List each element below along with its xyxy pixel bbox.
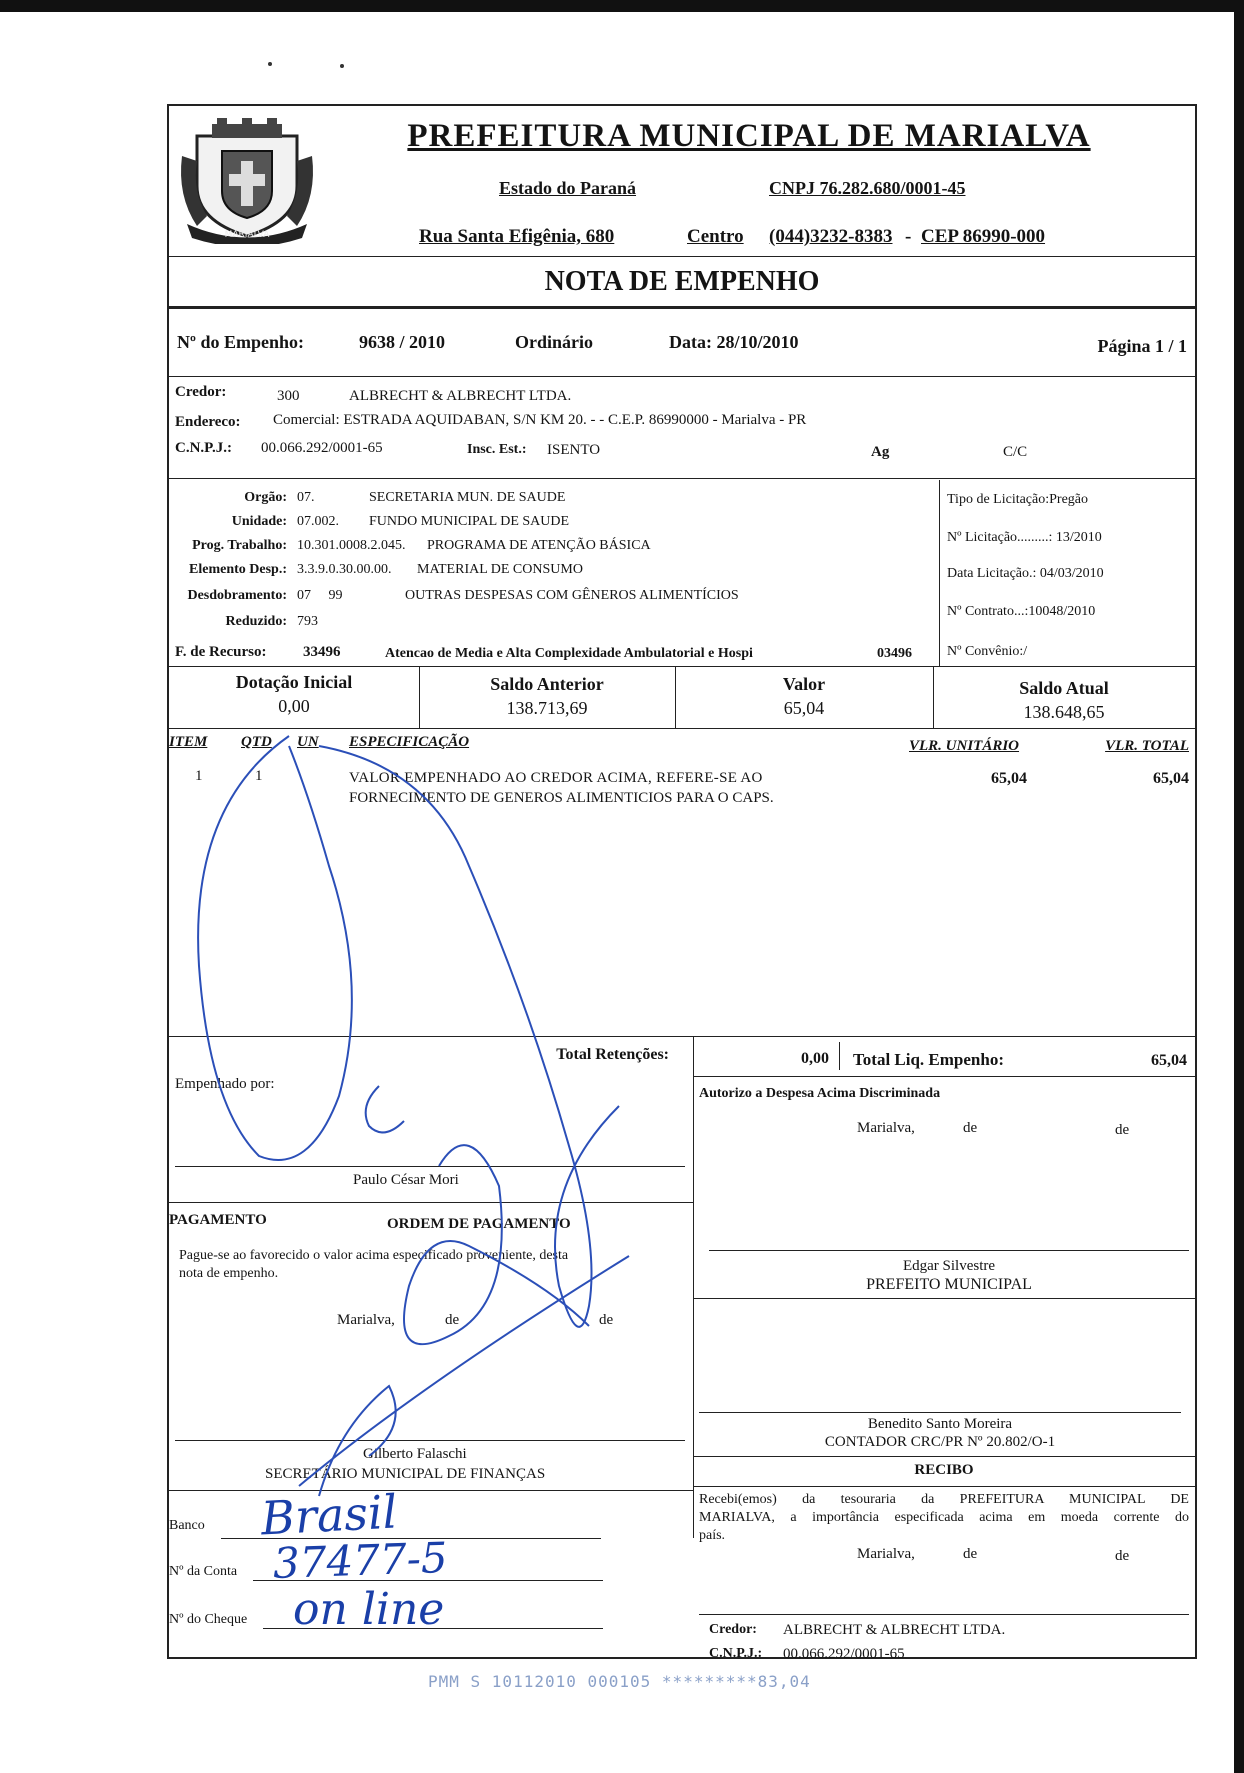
empenhado-por-label: Empenhado por:	[175, 1076, 275, 1092]
scan-speck	[268, 62, 272, 66]
secretario-name: Gilberto Falaschi	[363, 1446, 467, 1462]
item-spec-line1: VALOR EMPENHADO AO CREDOR ACIMA, REFERE-SE AO	[349, 770, 763, 786]
budget-row-label: Prog. Trabalho:	[192, 538, 287, 553]
empenho-date: Data: 28/10/2010	[669, 332, 799, 352]
endereco-label: Endereco:	[175, 414, 241, 430]
signature-strokes	[169, 106, 1195, 1657]
recibo-de-2: de	[1115, 1548, 1130, 1564]
budget-row-code: 07 99	[297, 588, 343, 603]
recibo-text-line2: MARIALVA, a importância especificada acima em moeda corrente do	[699, 1510, 1189, 1525]
contador-title: CONTADOR CRC/PR Nº 20.802/O-1	[824, 1434, 1056, 1450]
autorizo-de-2: de	[1115, 1122, 1130, 1138]
cheque-handwritten: on line	[293, 1584, 445, 1635]
empenho-number-label: Nº do Empenho:	[177, 332, 304, 352]
dotacao-value: 0,00	[278, 696, 310, 716]
budget-row-description: FUNDO MUNICIPAL DE SAUDE	[369, 514, 570, 529]
credor-label: Credor:	[175, 384, 227, 400]
address-cep: CEP 86990-000	[921, 226, 1046, 247]
conta-handwritten: 37477-5	[272, 1532, 449, 1589]
ordem-pagamento-label: ORDEM DE PAGAMENTO	[387, 1216, 571, 1232]
pague-text-line2: nota de empenho.	[179, 1266, 279, 1281]
signature-loop-1	[198, 736, 352, 1160]
budget-row-description: PROGRAMA DE ATENÇÃO BÁSICA	[427, 538, 651, 553]
pagamento-label: PAGAMENTO	[169, 1212, 267, 1228]
item-unit-value: 65,04	[991, 770, 1027, 787]
signature-loop-3	[404, 1145, 589, 1344]
recibo-label: RECIBO	[914, 1462, 974, 1478]
pague-text-line1: Pague-se ao favorecido o valor acima especificado proveniente, desta	[179, 1248, 569, 1263]
page-title: PREFEITURA MUNICIPAL DE MARIALVA	[407, 118, 1091, 154]
conta-label: Nº da Conta	[169, 1564, 238, 1579]
valor-label: Valor	[782, 674, 826, 694]
processing-stamp: PMM S 10112010 000105 *********83,04	[428, 1672, 811, 1691]
saldo-anterior-value: 138.713,69	[506, 698, 588, 718]
budget-row-code: 07.002.	[297, 514, 339, 529]
scan-top-border	[0, 0, 1244, 12]
budget-row-code: 793	[297, 614, 318, 629]
recurso-label: F. de Recurso:	[175, 644, 267, 660]
col-item-header: ITEM	[169, 734, 208, 750]
signature-tail	[319, 1386, 396, 1496]
total-liquido-value: 65,04	[1151, 1052, 1187, 1069]
credor-insc: ISENTO	[547, 442, 601, 458]
saldo-anterior-label: Saldo Anterior	[490, 674, 604, 694]
recibo-text-line1: Recebi(emos) da tesouraria da PREFEITURA MUNICIPAL DE	[699, 1492, 1189, 1507]
credor-address: Comercial: ESTRADA AQUIDABAN, S/N KM 20. - - C.E.P. 86990000 - Marialva - PR	[273, 412, 807, 428]
prefeito-name: Edgar Silvestre	[902, 1258, 996, 1274]
col-un-header: UN	[297, 734, 319, 750]
budget-row-label: Unidade:	[231, 514, 287, 529]
recibo-text-line3: país.	[699, 1528, 726, 1543]
budget-row-description: SECRETARIA MUN. DE SAUDE	[369, 490, 566, 505]
signature-hook	[366, 1086, 404, 1132]
nota-de-empenho-document	[167, 104, 1197, 1662]
page-number: Página 1 / 1	[1097, 336, 1187, 356]
credor-code: 300	[277, 388, 300, 404]
pagamento-de-1: de	[445, 1312, 460, 1328]
signature-slash	[299, 1256, 629, 1486]
recurso-code-2: 03496	[877, 646, 912, 661]
autorizo-place: Marialva,	[857, 1120, 915, 1136]
recibo-credor-label: Credor:	[709, 1622, 757, 1637]
insc-label: Insc. Est.:	[467, 442, 527, 457]
budget-row-code: 10.301.0008.2.045.	[297, 538, 406, 553]
dotacao-label: Dotação Inicial	[235, 672, 353, 692]
total-retencoes-value: 0,00	[801, 1050, 829, 1067]
budget-row-label: Reduzido:	[225, 614, 287, 629]
budget-row-code: 3.3.9.0.30.00.00.	[297, 562, 392, 577]
col-spec-header: ESPECIFICAÇÃO	[349, 734, 470, 750]
item-spec-line2: FORNECIMENTO DE GENEROS ALIMENTICIOS PARA O CAPS.	[349, 790, 774, 806]
cnpj-label: C.N.P.J.:	[175, 440, 232, 456]
budget-row-label: Elemento Desp.:	[189, 562, 287, 577]
autorizo-label: Autorizo a Despesa Acima Discriminada	[699, 1086, 941, 1101]
item-index: 1	[195, 768, 203, 784]
item-total-value: 65,04	[1153, 770, 1189, 787]
recibo-de-1: de	[963, 1546, 978, 1562]
empenho-type: Ordinário	[515, 332, 594, 352]
budget-row-label: Orgão:	[244, 490, 287, 505]
total-retencoes-label: Total Retenções:	[556, 1046, 669, 1063]
contrato-numero: Nº Contrato...:10048/2010	[947, 604, 1096, 619]
document-title: NOTA DE EMPENHO	[544, 266, 820, 297]
recibo-place: Marialva,	[857, 1546, 915, 1562]
prefeito-title: PREFEITO MUNICIPAL	[866, 1276, 1032, 1293]
scan-speck	[340, 64, 344, 68]
item-number: 1	[255, 768, 263, 784]
saldo-atual-label: Saldo Atual	[1019, 678, 1109, 698]
recibo-cnpj-label: C.N.P.J.:	[709, 1646, 763, 1661]
recurso-code: 33496	[303, 644, 341, 660]
empenhado-por-name: Paulo César Mori	[353, 1172, 459, 1188]
address-phone: (044)3232-8383	[769, 226, 893, 247]
recibo-cnpj: 00.066.292/0001-65	[783, 1646, 905, 1662]
city-cnpj: CNPJ 76.282.680/0001-45	[769, 178, 966, 198]
banco-label: Banco	[169, 1518, 205, 1533]
signature-loop-2	[319, 746, 619, 1327]
pagamento-de-2: de	[599, 1312, 614, 1328]
autorizo-de-1: de	[963, 1120, 978, 1136]
separator-dash: -	[905, 226, 912, 247]
recurso-description: Atencao de Media e Alta Complexidade Ambulatorial e Hospi	[385, 646, 753, 661]
empenho-number: 9638 / 2010	[359, 332, 446, 352]
col-total-header: VLR. TOTAL	[1105, 738, 1189, 754]
recibo-credor-name: ALBRECHT & ALBRECHT LTDA.	[783, 1622, 1006, 1638]
crest-ribbon-text: MARIALVA	[224, 230, 270, 240]
licitacao-tipo: Tipo de Licitação:Pregão	[947, 492, 1089, 507]
valor-value: 65,04	[783, 698, 825, 718]
convenio-numero: Nº Convênio:/	[947, 644, 1028, 659]
contador-name: Benedito Santo Moreira	[867, 1416, 1013, 1432]
cc-label: C/C	[1003, 444, 1028, 460]
credor-name: ALBRECHT & ALBRECHT LTDA.	[349, 388, 572, 404]
secretario-title: SECRETÁRIO MUNICIPAL DE FINANÇAS	[265, 1466, 546, 1482]
budget-row-description: MATERIAL DE CONSUMO	[417, 562, 583, 577]
saldo-atual-value: 138.648,65	[1023, 702, 1105, 722]
address-district: Centro	[687, 226, 744, 247]
credor-cnpj: 00.066.292/0001-65	[261, 440, 383, 456]
ag-label: Ag	[871, 444, 890, 460]
scan-right-border	[1234, 0, 1244, 1773]
licitacao-data: Data Licitação.: 04/03/2010	[947, 566, 1104, 581]
col-qtd-header: QTD	[241, 734, 272, 750]
address-street: Rua Santa Efigênia, 680	[419, 226, 615, 247]
cheque-label: Nº do Cheque	[169, 1612, 248, 1627]
banco-handwritten: Brasil	[259, 1484, 399, 1546]
pagamento-place: Marialva,	[337, 1312, 395, 1328]
budget-row-code: 07.	[297, 490, 315, 505]
total-liquido-label: Total Liq. Empenho:	[853, 1050, 1004, 1069]
state-name: Estado do Paraná	[499, 178, 637, 198]
licitacao-numero: Nº Licitação.........: 13/2010	[947, 530, 1102, 545]
budget-row-description: OUTRAS DESPESAS COM GÊNEROS ALIMENTÍCIOS	[405, 588, 739, 603]
budget-row-label: Desdobramento:	[187, 588, 287, 603]
col-unit-header: VLR. UNITÁRIO	[909, 738, 1020, 754]
